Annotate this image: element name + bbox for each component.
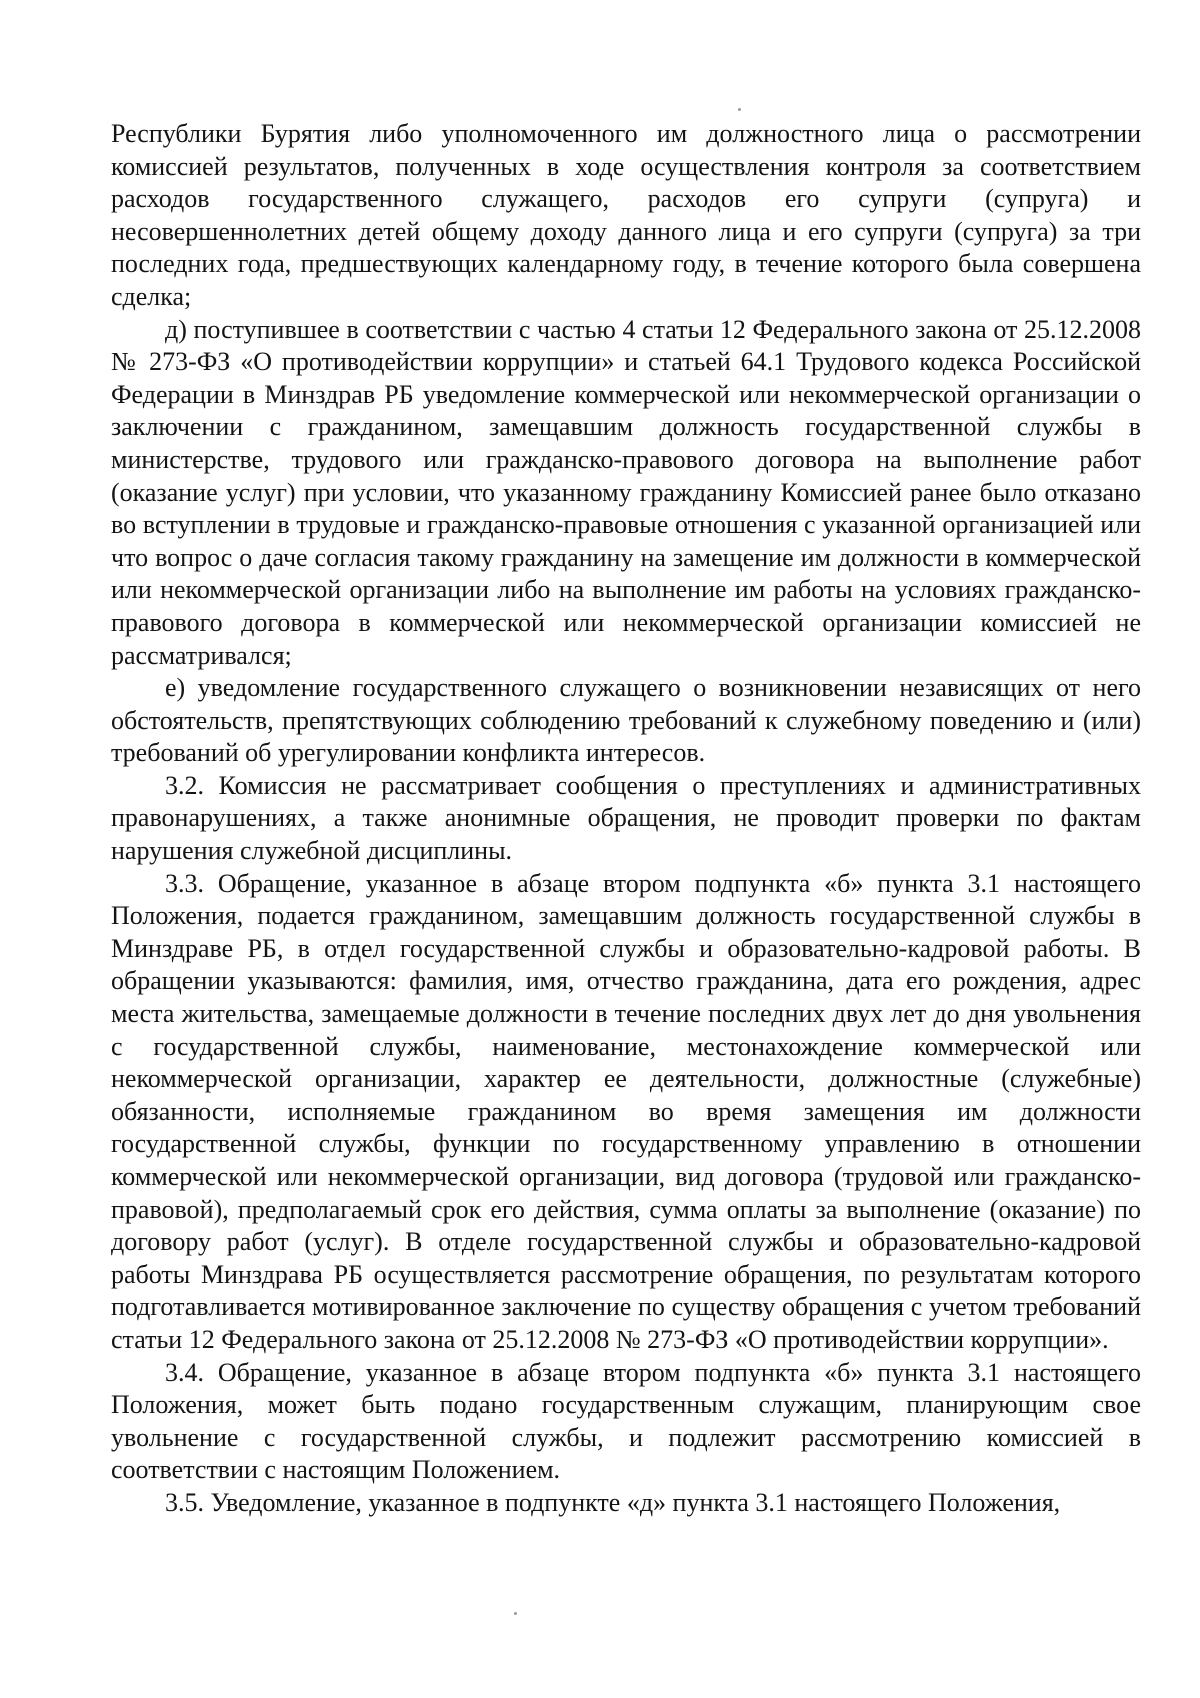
paragraph-3-4: 3.4. Обращение, указанное в абзаце втором подпункта «б» пункта 3.1 настоящего Положения, может быть подано государственным служащим, планирующим свое увольнение с государственной службы, и подлежит рассмотрению комиссией в соответствии с настоящим Положением. (111, 1357, 1141, 1485)
paragraph-item-d: д) поступившее в соответствии с частью 4 статьи 12 Федерального закона от 25.12.2008 № 273-ФЗ «О противодействии коррупции» и статьей 64.1 Трудового кодекса Российской Федерации в Минздрав РБ уведомление коммерческой или некоммерческой организации о заключении с гражданином, замещавшим должность государственной службы в министерстве, трудового или гражданско-правового договора на выполнение работ (оказание услуг) при условии, что указанному гражданину Комиссией ранее было отказано во вступлении в трудовые и гражданско-правовые отношения с указанной организацией или что вопрос о даче согласия такому гражданину на замещение им должности в коммерческой или некоммерческой организации либо на выполнение им работы на условиях гражданско-правового договора в коммерческой или некоммерческой организации комиссией не рассматривался; (111, 314, 1141, 670)
scan-speck (514, 1612, 517, 1615)
document-body (111, 118, 1141, 1520)
paragraph-3-3: 3.3. Обращение, указанное в абзаце втором подпункта «б» пункта 3.1 настоящего Положения, подается гражданином, замещавшим должность государственной службы в Минздраве РБ, в отдел государственной службы и образовательно-кадровой работы. В обращении указываются: фамилия, имя, отчество гражданина, дата его рождения, адрес места жительства, замещаемые должности в течение последних двух лет до дня увольнения с государственной службы, наименование, местонахождение коммерческой или некоммерческой организации, характер ее деятельности, должностные (служебные) обязанности, исполняемые гражданином во время замещения им должности государственной службы, функции по государственному управлению в отношении коммерческой или некоммерческой организации, вид договора (трудовой или гражданско-правовой), предполагаемый срок его действия, сумма оплаты за выполнение (оказание) по договору работ (услуг). В отделе государственной службы и образовательно-кадровой работы Минздрава РБ осуществляется рассмотрение обращения, по результатам которого подготавливается мотивированное заключение по существу обращения с учетом требований статьи 12 Федерального закона от 25.12.2008 № 273-ФЗ «О противодействии коррупции». (111, 868, 1141, 1354)
paragraph-item-e: е) уведомление государственного служащего о возникновении независящих от него обстоятельств, препятствующих соблюдению требований к служебному поведению и (или) требований об урегулировании конфликта интересов. (111, 673, 1141, 768)
paragraph-3-5: 3.5. Уведомление, указанное в подпункте «д» пункта 3.1 настоящего Положения, (165, 1487, 1061, 1517)
paragraph-continuation: Республики Бурятия либо уполномоченного им должностного лица о рассмотрении комиссией результатов, полученных в ходе осуществления контроля за соответствием расходов государственного служащего, расходов его супруги (супруга) и несовершеннолетних детей общему доходу данного лица и его супруги (супруга) за три последних года, предшествующих календарному году, в течение которого была совершена сделка; (111, 119, 1141, 311)
scan-speck (738, 108, 741, 111)
paragraph-3-2: 3.2. Комиссия не рассматривает сообщения о преступлениях и административных правонарушениях, а также анонимные обращения, не проводит проверки по фактам нарушения служебной дисциплины. (111, 770, 1141, 866)
